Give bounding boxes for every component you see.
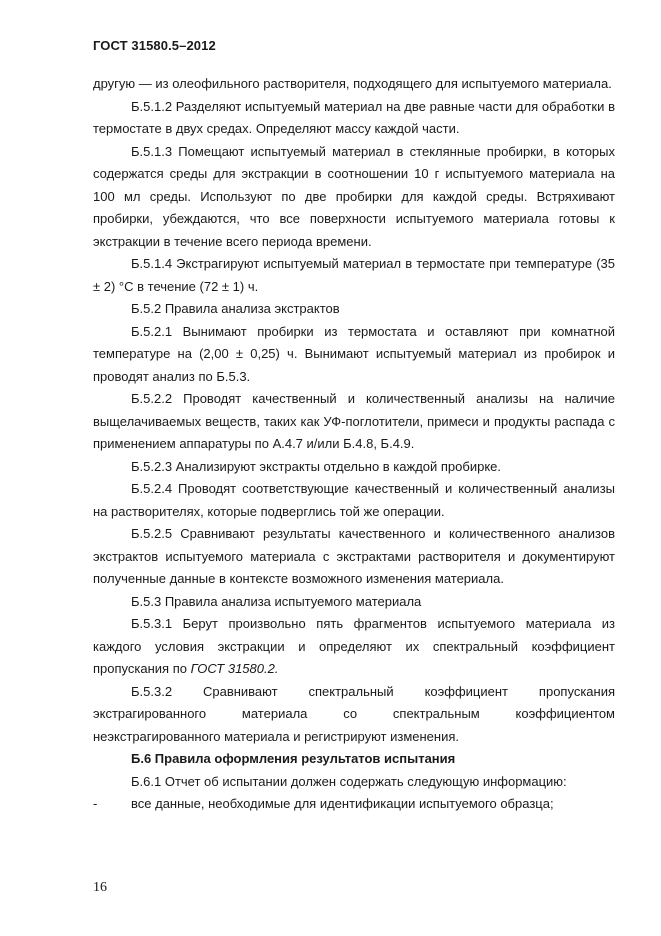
clause-b-5-1-2: Б.5.1.2 Разделяют испытуемый материал на две равные части для обработки в термостате в двух средах. Определяют массу каждой части.	[93, 98, 615, 136]
clause-b-5-2-2: Б.5.2.2 Проводят качественный и количественный анализы на наличие выщелачиваемых веществ, таких как УФ-поглотители, примеси и продукты распада с применением аппаратуры по А.4.7 и/или Б.4.8, Б.4.9.	[93, 391, 615, 451]
document-header: ГОСТ 31580.5–2012	[93, 38, 216, 53]
clause-b-5-3-2: Б.5.3.2 Сравнивают спектральный коэффициент пропускания экстрагированного материала со спектральным коэффициентом неэкстрагированного материала и регистрируют изменения.	[93, 683, 615, 744]
list-dash: -	[93, 796, 98, 811]
list-item-text: все данные, необходимые для идентификации испытуемого образца;	[131, 796, 554, 811]
section-heading-b-5-2: Б.5.2 Правила анализа экстрактов	[131, 301, 340, 316]
clause-b-5-3-1-text: Б.5.3.1 Берут произвольно пять фрагментов испытуемого материала из каждого условия экстракции и определяют их спектральный коэффициент пропускания по	[93, 616, 615, 676]
clause-b-5-2-5: Б.5.2.5 Сравнивают результаты качественного и количественного анализов экстрактов испытуемого материала с экстрактами растворителя и документируют полученные данные в контексте возможного изменения материала.	[93, 526, 615, 586]
clause-b-5-3-1	[93, 613, 615, 681]
section-heading-b-5-3: Б.5.3 Правила анализа испытуемого материала	[131, 593, 422, 609]
page-body	[93, 73, 615, 816]
clause-b-5-2-3: Б.5.2.3 Анализируют экстракты отдельно в каждой пробирке.	[131, 458, 502, 474]
clause-b-5-2-4: Б.5.2.4 Проводят соответствующие качественный и количественный анализы на растворителях, которые подверглись той же операции.	[93, 481, 615, 519]
clause-b-5-1-3: Б.5.1.3 Помещают испытуемый материал в стеклянные пробирки, в которых содержатся среды для экстракции в соотношении 10 г испытуемого материала на 100 мл среды. Используют по две пробирки для каждой среды. Встряхивают пробирки, убеждаются, что все поверхности испытуемого материала готовы к экстракции в течение всего периода времени.	[93, 143, 615, 249]
list-item	[93, 793, 615, 816]
paragraph-continuation: другую — из олеофильного растворителя, подходящего для испытуемого материала.	[93, 76, 612, 91]
clause-b-6-1: Б.6.1 Отчет об испытании должен содержать следующую информацию:	[131, 773, 567, 789]
section-heading-b-6: Б.6 Правила оформления результатов испытания	[131, 751, 456, 766]
clause-b-5-2-1: Б.5.2.1 Вынимают пробирки из термостата и оставляют при комнатной температуре на (2,00 ± 0,25) ч. Вынимают испытуемый материал из пробирок и проводят анализ по Б.5.3.	[93, 323, 615, 384]
standard-reference-link: ГОСТ 31580.2.	[190, 661, 279, 676]
page-number: 16	[93, 880, 107, 895]
clause-b-5-1-4: Б.5.1.4 Экстрагируют испытуемый материал в термостате при температуре (35 ± 2) °С в течение (72 ± 1) ч.	[93, 256, 615, 294]
